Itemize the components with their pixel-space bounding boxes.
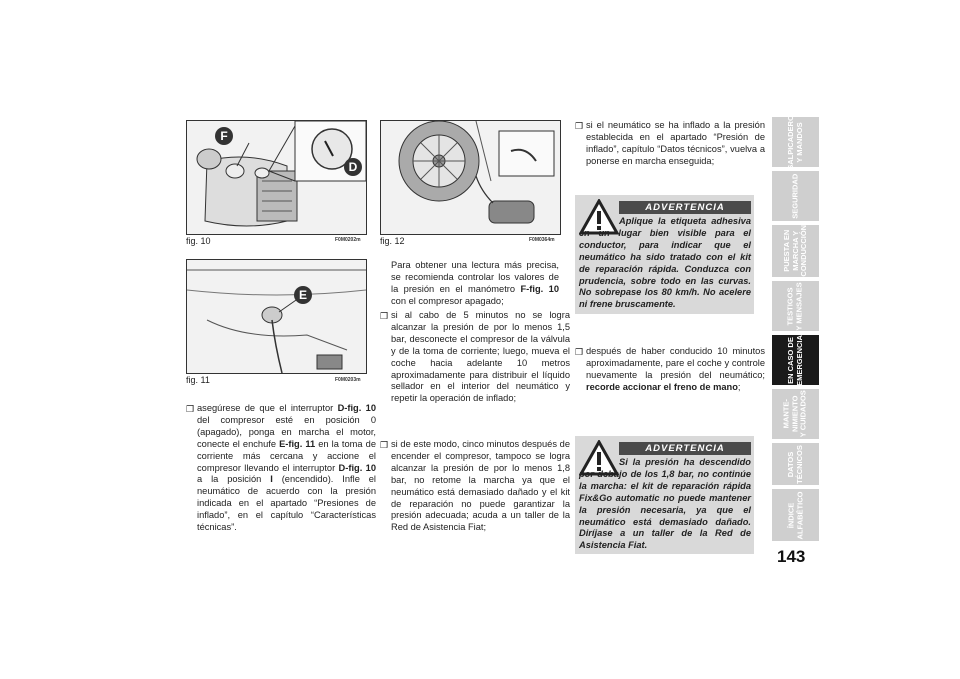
bullet-box-icon: ❒ — [380, 311, 389, 321]
bullet-box-icon: ❒ — [380, 440, 389, 450]
chapter-tab-label: SALPICADERO Y MANDOS — [786, 114, 804, 170]
chapter-tab-1[interactable] — [772, 171, 819, 221]
warning-header: ADVERTENCIA — [619, 201, 751, 214]
warning-text: Aplique la etiqueta adhesiva en un lugar bien visible para el conductor, para indicar que el neumático ha sido tratado con el kit de reparación rápida. Conduzca con prudencia, sobre todo en las curvas. No sobrepase los 80 km/h. No acelere ni frene bruscamente. — [579, 216, 751, 310]
socket-illustration — [187, 260, 366, 373]
bullet-five-minutes: ❒ si al cabo de 5 minutos no se logra alcanzar la presión de por lo menos 1,5 bar, desconecte el compresor de la válvula y de la toma de corriente; luego, mueva el coche hacia adelante 10 metros aproximadamente para distribuir el líquido sellador en el interior del neumático y repetir la operación de inflado; — [380, 310, 570, 404]
bullet-inflated-ok: ❒ si el neumático se ha inflado a la presión establecida en el apartado “Presión de inflado”, capítulo “Datos técnicos”, vuelva a ponerse en marcha enseguida; — [575, 120, 765, 166]
chapter-tab-label: ÍNDICE ALFABÉTICO — [786, 491, 804, 539]
figure-11-socket — [186, 259, 367, 374]
bullet-box-icon: ❒ — [575, 347, 584, 357]
chapter-tab-4[interactable] — [772, 335, 819, 385]
pressure-reading-paragraph: Para obtener una lectura más precisa, se recomienda controlar los valores de la presión en el manómetro F-fig. 10 con el compresor apagado; — [391, 260, 559, 306]
chapter-tab-label: DATOS TÉCNICOS — [785, 444, 804, 484]
wheel-illustration — [381, 121, 560, 234]
bullet-still-low-pressure: ❒ si de este modo, cinco minutos después de encender el compresor, tampoco se logra alcanzar la presión de por lo menos 1,8 bar, no retome la marcha ya que el neumático está demasiado dañado y el kit de reparación no puede garantizar la presión adecuada; acuda a un taller de la Red de Asistencia Fiat; — [380, 439, 570, 533]
warning-text: Si la presión ha descendido por debajo de los 1,8 bar, no continúe la marcha: el kit de reparación rápida Fix&Go automatic no puede mantener la presión necesaria, ya que el neumático está demasiado dañado. Diríjase a un taller de la Red de Asistencia Fiat. — [579, 457, 751, 551]
fig-11-code: F0M0203m — [335, 377, 361, 383]
chapter-tab-label: SEGURIDAD — [790, 173, 800, 219]
compressor-illustration — [187, 121, 366, 234]
chapter-tab-7[interactable] — [772, 489, 819, 541]
chapter-tab-label: MANTE- NIMIENTO Y CUIDADOS — [781, 390, 808, 438]
warning-box-pressure — [575, 436, 754, 554]
warning-box-label — [575, 195, 754, 314]
bullet-switch-position: ❒ asegúrese de que el interruptor D-fig. 10 del compresor esté en posición 0 (apagado), ponga en marcha el motor, conecte el enchufe E-fig. 11 en la toma de corriente más cercana y accione el compresor llevando el interruptor D-fig. 10 a la posición I (encendido). Infle el neumático de acuerdo con la presión indicada en el apartado “Presiones de inflado”, en el capítulo “Características técnicas”. — [186, 403, 376, 533]
bullet-box-icon: ❒ — [575, 121, 584, 131]
bullet-after-ten-minutes: ❒ después de haber conducido 10 minutos aproximadamente, pare el coche y controle nuevamente la presión del neumático; recorde accionar el freno de mano; — [575, 346, 765, 392]
fig-12-label: fig. 12 — [380, 236, 405, 246]
chapter-tab-label: TESTIGOS Y MENSAJES — [786, 281, 804, 331]
marker-f: F — [215, 127, 233, 145]
fig-10-code: F0M0202m — [335, 237, 361, 243]
fig-11-label: fig. 11 — [186, 375, 210, 385]
chapter-tab-5[interactable] — [772, 389, 819, 439]
fig-10-label: fig. 10 — [186, 236, 211, 246]
chapter-tab-6[interactable] — [772, 443, 819, 485]
chapter-tab-3[interactable] — [772, 281, 819, 331]
chapter-tab-2[interactable] — [772, 225, 819, 277]
chapter-tab-label: PUESTA EN MARCHA Y CONDUCCIÓN — [781, 225, 808, 277]
figure-10-compressor — [186, 120, 367, 235]
marker-d: D — [344, 158, 362, 176]
warning-header: ADVERTENCIA — [619, 442, 751, 455]
bullet-box-icon: ❒ — [186, 404, 195, 414]
chapter-tab-label: EN CASO DE EMERGENCIA — [786, 334, 804, 386]
figure-12-wheel-inflation — [380, 120, 561, 235]
marker-e: E — [294, 286, 312, 304]
page-number: 143 — [777, 547, 806, 566]
chapter-tab-0[interactable] — [772, 114, 819, 170]
fig-12-code: F0M0364m — [529, 237, 555, 243]
